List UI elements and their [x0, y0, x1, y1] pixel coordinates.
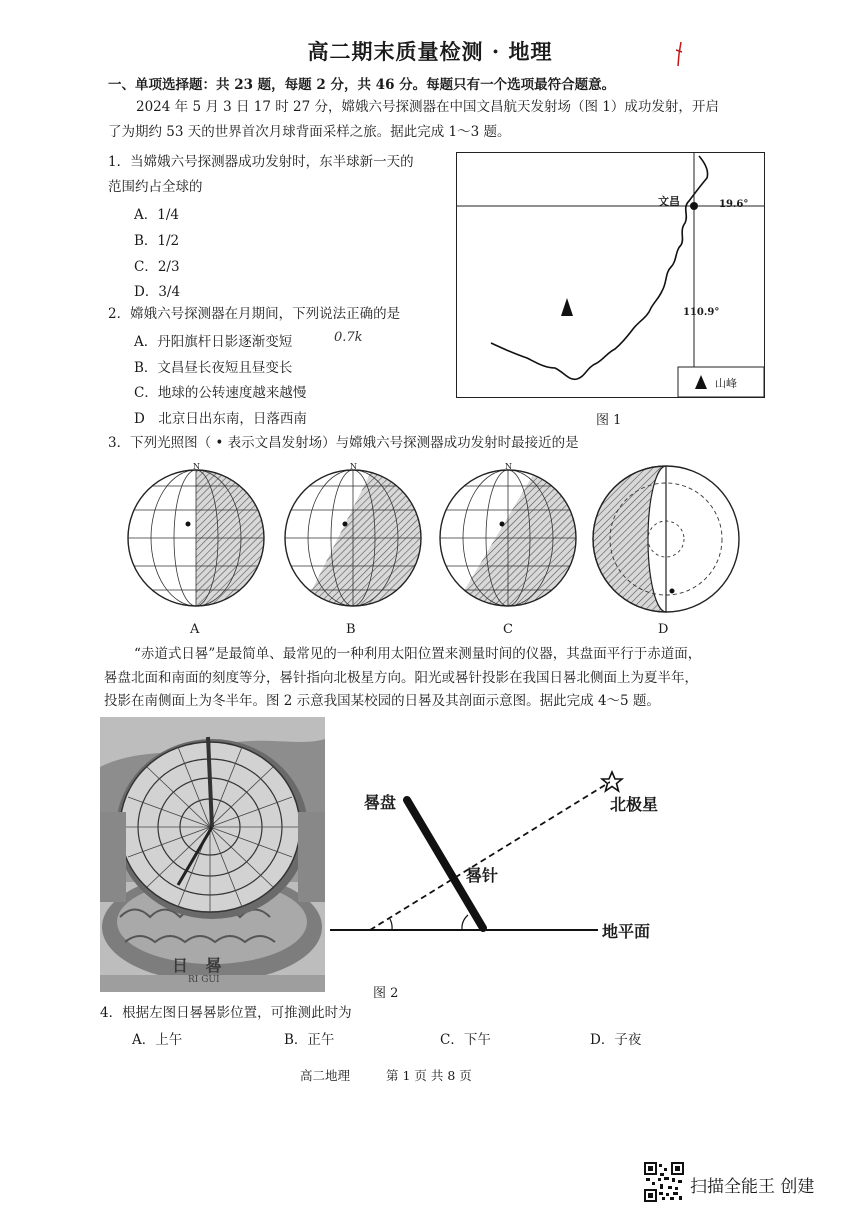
sundial-base-pinyin: RI GUI — [188, 975, 220, 985]
sundial-photo — [100, 717, 325, 992]
globe-a — [128, 458, 276, 618]
q4-option-b: B．正午 — [284, 1032, 335, 1048]
footer-subject: 高二地理 — [300, 1068, 351, 1083]
figure-1-caption: 图 1 — [596, 413, 622, 428]
handwriting-note: 0.7k — [334, 330, 363, 345]
globe-label-a: A — [190, 622, 200, 637]
globe-a-north: N — [193, 462, 200, 471]
intro-line-1: 2024 年 5 月 3 日 17 时 27 分，嫦娥六号探测器在中国文昌航天发射场（图 1）成功发射，开启 — [136, 99, 719, 115]
intro2-line-2: 晷盘北面和南面的刻度等分，晷针指向北极星方向。阳光或晷针投影在我国日晷北侧面上为夏半年， — [104, 670, 698, 686]
q1-option-b: B．1/2 — [134, 233, 180, 249]
q2-option-b: B．文昌昼长夜短且昼变长 — [134, 360, 293, 376]
q1-option-d: D．3/4 — [134, 284, 181, 300]
globe-label-b: B — [346, 622, 356, 637]
dial-label: 晷盘 — [364, 793, 397, 812]
q2-stem: 2．嫦娥六号探测器在月期间，下列说法正确的是 — [108, 306, 401, 322]
q1-option-a: A．1/4 — [134, 207, 179, 223]
figure-2-caption: 图 2 — [373, 986, 399, 1001]
gnomon-label: 晷针 — [466, 866, 499, 885]
q4-stem: 4．根据左图日晷晷影位置，可推测此时为 — [100, 1005, 352, 1021]
footer-page: 第 1 页 共 8 页 — [386, 1068, 472, 1083]
section-header: 一、单项选择题：共 23 题，每题 2 分，共 46 分。每题只有一个选项最符合题意。 — [108, 77, 616, 93]
figure-1-map — [456, 152, 765, 398]
qr-code-icon — [644, 1162, 684, 1202]
q3-stem: 3．下列光照图（ • 表示文昌发射场）与嫦娥六号探测器成功发射时最接近的是 — [108, 435, 579, 451]
map-longitude-label: 110.9° — [683, 307, 720, 318]
globe-label-c: C — [503, 622, 513, 637]
scanner-watermark: 扫描全能王 创建 — [690, 1177, 815, 1197]
globe-d — [593, 466, 739, 612]
q4-option-a: A．上午 — [132, 1032, 183, 1048]
q2-option-d: D 北京日出东南，日落西南 — [134, 411, 307, 427]
intro2-line-1: “赤道式日晷”是最简单、最常见的一种利用太阳位置来测量时间的仪器，其盘面平行于赤道面， — [134, 646, 702, 662]
globe-b-north: N — [350, 462, 357, 471]
intro-line-2: 了为期约 53 天的世界首次月球背面采样之旅。据此完成 1～3 题。 — [108, 124, 511, 140]
page-title: 高二期末质量检测 · 地理 — [307, 39, 553, 64]
pen-mark — [672, 40, 688, 70]
ground-label: 地平面 — [602, 922, 651, 941]
sundial-base-text: 日 晷 — [172, 956, 228, 975]
map-latitude-label: 19.6° — [719, 199, 749, 210]
map-city-label: 文昌 — [658, 195, 680, 208]
q1-stem-1: 1．当嫦娥六号探测器成功发射时，东半球新一天的 — [108, 154, 414, 170]
globe-b — [285, 458, 428, 618]
q1-stem-2: 范围约占全球的 — [108, 179, 203, 195]
polaris-label: 北极星 — [610, 795, 659, 814]
illumination-diagrams — [118, 458, 758, 626]
star-icon — [600, 770, 624, 794]
globe-label-d: D — [658, 622, 669, 637]
intro2-line-3: 投影在南侧面上为冬半年。图 2 示意我国某校园的日晷及其剖面示意图。据此完成 4～5 题。 — [104, 693, 660, 709]
q1-option-c: C．2/3 — [134, 259, 180, 275]
q2-option-c: C．地球的公转速度越来越慢 — [134, 385, 307, 401]
q2-option-a: A．丹阳旗杆日影逐渐变短 — [134, 334, 293, 350]
map-legend-label: 山峰 — [715, 377, 737, 390]
q4-option-c: C．下午 — [440, 1032, 491, 1048]
globe-c — [440, 458, 588, 618]
globe-c-north: N — [505, 462, 512, 471]
q4-option-d: D．子夜 — [590, 1032, 642, 1048]
